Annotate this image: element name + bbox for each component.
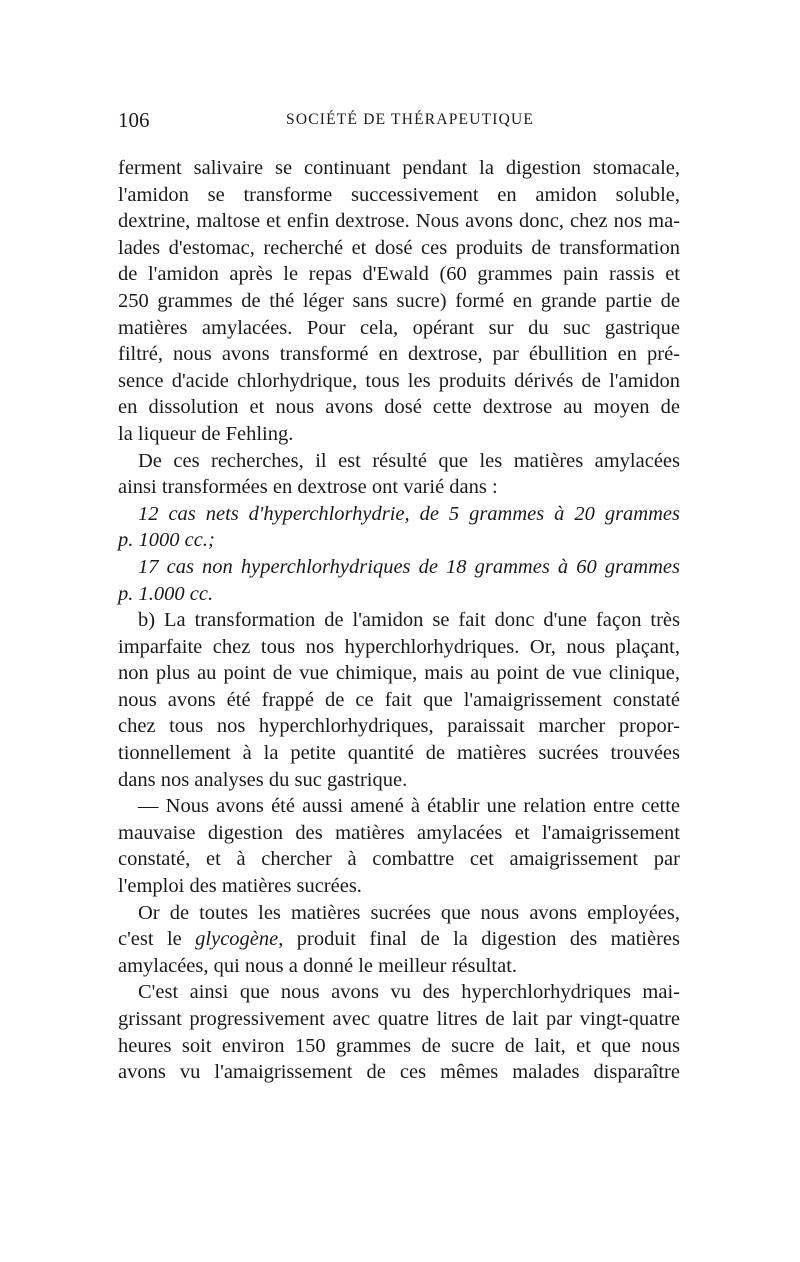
paragraph-2 (118, 448, 680, 501)
text-line: p. 1.000 cc. (118, 582, 214, 605)
paragraph-3-italic-case (118, 501, 680, 554)
text-line: amylacées, qui nous a donné le meilleur résultat. (118, 954, 518, 977)
text-line: nous avons été frappé de ce fait que l'amaigrissement constaté (118, 688, 680, 711)
text-line: l'amidon se transforme successivement en amidon soluble, (118, 183, 680, 206)
text-line: la liqueur de Fehling. (118, 422, 294, 445)
text-line: p. 1000 cc.; (118, 529, 215, 552)
page-header (118, 108, 680, 138)
text-line: b) La transformation de l'amidon se fait donc d'une façon très (138, 609, 680, 632)
page-number: 106 (118, 108, 150, 132)
text-line: non plus au point de vue chimique, mais au point de vue clinique, (118, 662, 680, 685)
text-line: ainsi transformées en dextrose ont varié dans : (118, 476, 498, 499)
text-line: ferment salivaire se continuant pendant la digestion stomacale, (118, 157, 680, 179)
text-line: dextrine, maltose et enfin dextrose. Nous avons donc, chez nos ma- (118, 210, 680, 233)
text-line: c'est le glycogène, produit final de la digestion des matières (118, 928, 681, 951)
text-line: 17 cas non hyperchlorhydriques de 18 grammes à 60 grammes (138, 555, 680, 578)
paragraph-5 (118, 607, 680, 793)
paragraph-6 (118, 793, 680, 899)
text-line: heures soit environ 150 grammes de sucre de lait, et que nous (118, 1034, 680, 1057)
text-line: matières amylacées. Pour cela, opérant sur du suc gastrique (118, 316, 680, 339)
paragraph-8 (118, 979, 680, 1085)
book-page (118, 108, 680, 1086)
text-line: sence d'acide chlorhydrique, tous les produits dérivés de l'amidon (118, 369, 680, 392)
paragraph-4-italic-case (118, 554, 680, 607)
text-line: C'est ainsi que nous avons vu des hyperchlorhydriques mai- (138, 981, 680, 1004)
text-line: en dissolution et nous avons dosé cette dextrose au moyen de (118, 396, 680, 419)
paragraph-7 (118, 900, 680, 980)
text-line: Or de toutes les matières sucrées que nous avons employées, (138, 901, 680, 924)
running-head: SOCIÉTÉ DE THÉRAPEUTIQUE (286, 111, 535, 128)
text-line: imparfaite chez tous nos hyperchlorhydriques. Or, nous plaçant, (118, 635, 680, 658)
text-line: dans nos analyses du suc gastrique. (118, 768, 408, 791)
paragraph-1 (118, 155, 680, 448)
text-line: De ces recherches, il est résulté que les matières amylacées (138, 449, 680, 472)
text-line: avons vu l'amaigrissement de ces mêmes malades disparaître (118, 1061, 680, 1084)
text-line: chez tous nos hyperchlorhydriques, paraissait marcher propor- (118, 715, 680, 738)
text-line: 12 cas nets d'hyperchlorhydrie, de 5 grammes à 20 grammes (138, 502, 680, 525)
text-line: de l'amidon après le repas d'Ewald (60 grammes pain rassis et (118, 263, 680, 286)
text-line: grissant progressivement avec quatre litres de lait par vingt-quatre (118, 1008, 680, 1030)
text-line: 250 grammes de thé léger sans sucre) formé en grande partie de (118, 289, 680, 312)
text-line: mauvaise digestion des matières amylacées et l'amaigrissement (118, 821, 680, 844)
text-line: lades d'estomac, recherché et dosé ces produits de transformation (118, 236, 680, 259)
text-line: constaté, et à chercher à combattre cet amaigrissement par (118, 848, 680, 871)
body-text (118, 155, 680, 1086)
text-line: filtré, nous avons transformé en dextrose, par ébullition en pré- (118, 343, 680, 366)
italic-term: glycogène (195, 928, 279, 951)
text-line: — Nous avons été aussi amené à établir une relation entre cette (138, 795, 680, 818)
text-line: l'emploi des matières sucrées. (118, 875, 362, 898)
text-line: tionnellement à la petite quantité de matières sucrées trouvées (118, 742, 680, 765)
